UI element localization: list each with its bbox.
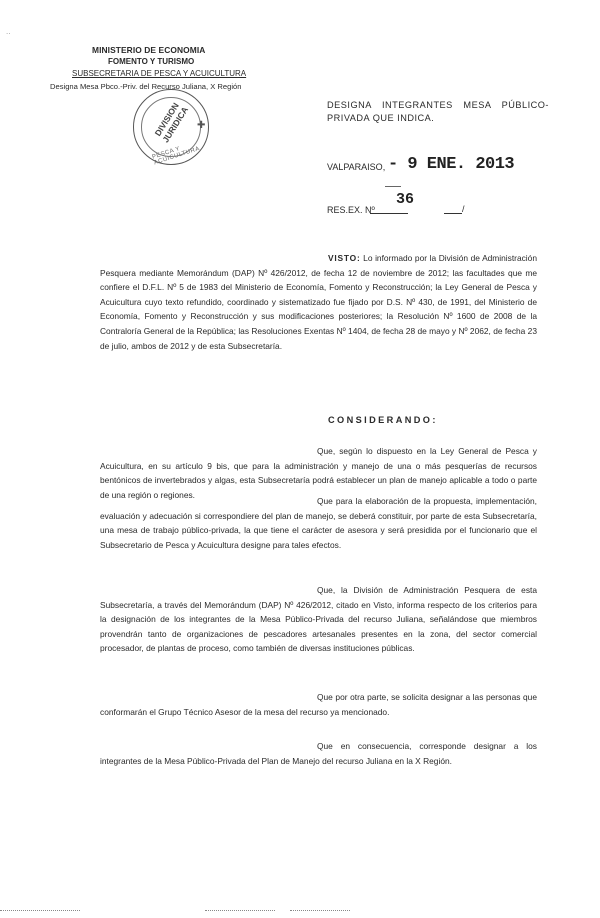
seal-text: DIVISION JURIDICA — [152, 100, 191, 145]
visto-text: Lo informado por la División de Administración Pesquera mediante Memorándum (DAP) Nº 426/2012, de fecha 12 de noviembre de 2012; las facultades que me confiere el D.F.L. Nº 5 de 1983 del Ministerio de Economía, Fomento y Reconstrucción; la Ley General de Pesca y Acuicultura cuyo texto refundido, coordinado y sistematizado fue fijado por D.S. Nº 430, de 1991, del Ministerio de Economía, Fomento y Reconstrucción y sus modificaciones posteriores; la Resolución Nº 1600 de 2008 de la Contraloría General de la República; las Resoluciones Exentas Nº 1404, de fecha 28 de mayo y Nº 2062, de fecha 23 de julio, ambos de 2012 y de esta Subsecretaría. — [100, 253, 537, 351]
considerando-paragraph-3: Que, la División de Administración Pesquera de esta Subsecretaría, a través del Memorándum (DAP) Nº 426/2012, citado en Visto, informa respecto de los criterios para la designación de los integrantes de la Mesa Público-Privada del recurso Juliana, señalándose que miembros provendrán tanto de organizaciones de pescadores artesanales presentes en la zona, del sector comercial procesador, de plantas de proceso, como también de diversas instituciones públicas. — [100, 585, 537, 654]
considerando-paragraph-1: Que, según lo dispuesto en la Ley General de Pesca y Acuicultura, en su artículo 9 bis, que para la administración y manejo de una o más pesquerías de recursos bentónicos de invertebrados y algas, esta Subsecretaría podrá establecer un plan de manejo aplicable a todo o parte de una región o regiones. — [100, 446, 537, 500]
considerando-paragraph-4: Que por otra parte, se solicita designar a las personas que conformarán el Grupo Técnico Asesor de la mesa del recurso ya mencionado. — [100, 692, 537, 717]
resolution-slash: / — [462, 204, 465, 214]
footer-dotted-line — [290, 910, 350, 911]
considerando-paragraph-2: Que para la elaboración de la propuesta, implementación, evaluación y adecuación si correspondiere del plan de manejo, se deberá constituir, por parte de esta Subsecretaría, una mesa de trabajo público-privada, la que tiene el carácter de asesora y será presidida por el funcionario que el Subsecretario de Pesca y Acuicultura designe para tales efectos. — [100, 496, 537, 550]
division-juridica-seal — [133, 89, 209, 165]
date-stamp: - 9 ENE. 2013 — [388, 155, 515, 174]
resolution-number: 36 — [396, 191, 415, 208]
resolution-label: RES.EX. Nº — [327, 205, 375, 215]
resolution-number-line — [370, 213, 408, 214]
seal-star-icon: ✚ — [197, 120, 206, 131]
scan-mark: .. — [6, 27, 11, 36]
footer-dotted-line — [205, 910, 275, 911]
footer-dotted-line — [0, 910, 80, 911]
ministry-name: MINISTERIO DE ECONOMIA — [92, 45, 206, 55]
place-label: VALPARAISO, — [327, 162, 386, 172]
document-title-line-1: DESIGNA INTEGRANTES MESA PÚBLICO- — [327, 100, 549, 110]
date-underline — [385, 186, 401, 187]
visto-lead: VISTO: — [328, 253, 361, 263]
considerando-paragraph-5: Que en consecuencia, corresponde designar a los integrantes de la Mesa Público-Privada del Plan de Manejo del recurso Juliana en la X Región. — [100, 741, 537, 766]
document-reference: Designa Mesa Pbco.-Priv. del Recurso Juliana, X Región — [50, 82, 242, 91]
subsecretaria-name: SUBSECRETARIA DE PESCA Y ACUICULTURA — [72, 69, 247, 78]
document-title-line-2: PRIVADA QUE INDICA. — [327, 113, 435, 123]
resolution-year-line — [444, 213, 462, 214]
seal-bottom-text: PESCA Y ACUICULTURA — [151, 145, 201, 167]
visto-paragraph — [100, 251, 537, 353]
considerando-heading: CONSIDERANDO: — [328, 415, 438, 425]
ministry-subtitle: FOMENTO Y TURISMO — [108, 57, 195, 66]
